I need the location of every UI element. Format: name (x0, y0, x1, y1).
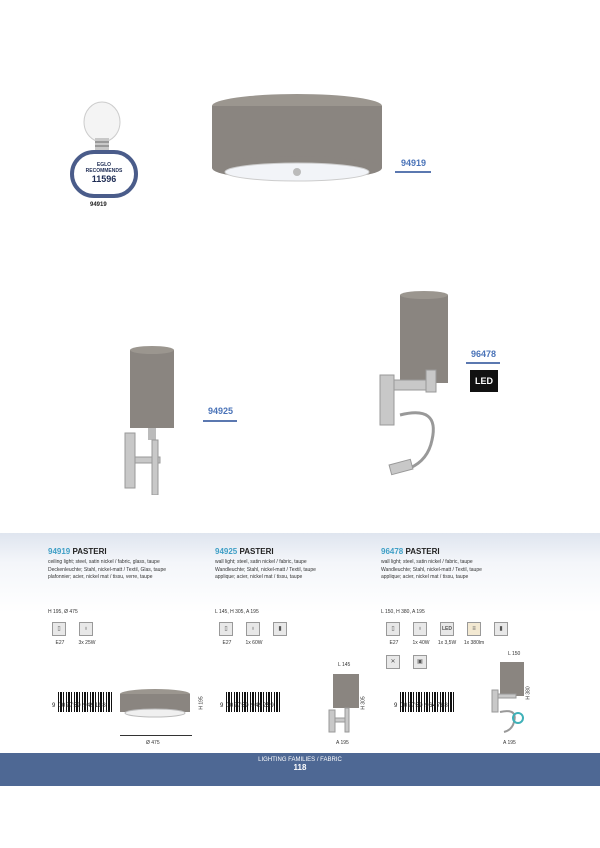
product-3-lumen: 1x 380lm (463, 640, 485, 646)
product-3-line-drawing (488, 660, 528, 736)
footer-band (0, 753, 600, 786)
product-3-dim-a: A 195 (503, 740, 516, 746)
product-1-socket: E27 (55, 640, 65, 646)
product-3-dim-h: H 380 (525, 686, 532, 700)
product-2-desc-de: Wandleuchte; Stahl, nickel-matt / Textil, taupe (215, 566, 316, 573)
page-number: 118 (293, 763, 307, 772)
product-3-dims: L 150, H 380, A 195 (381, 609, 425, 615)
product-2-dim-h: H 305 (360, 696, 367, 710)
product-3-barcode (400, 692, 456, 712)
product-3-desc-de: Wandleuchte; Stahl, nickel-matt / Textil, taupe (381, 566, 482, 573)
product-1-dim-w: Ø 475 (146, 740, 160, 746)
product-3-code: 96478 (381, 547, 404, 556)
badge-line1: EGLO (96, 162, 112, 168)
reading-code-label: 96478 (471, 349, 497, 359)
product-2-dim-l: L 145 (338, 662, 351, 668)
product-3-desc-fr: applique; acier, nickel mat / tissu, taupe (381, 574, 469, 580)
badge-line2: RECOMMENDS (85, 168, 123, 174)
product-3-dim-l: L 150 (508, 651, 521, 657)
product-3-watt: 1x 40W (412, 640, 430, 646)
product-1-name: PASTERI (72, 547, 107, 556)
product-1-desc-de: Deckenleuchte; Stahl, nickel-matt / Textil, Glas, taupe (48, 566, 167, 573)
switch-icon: ▮ (273, 622, 287, 636)
product-2-desc (215, 559, 316, 582)
product-3-barcode-number: 9 002759 964788 (394, 703, 449, 709)
product-1-desc (48, 559, 166, 582)
product-1-code: 94919 (48, 547, 71, 556)
product-2-dim-a: A 195 (336, 740, 349, 746)
socket-icon: ▯ (386, 622, 400, 636)
product-2-barcode (226, 692, 282, 712)
product-1-dim-h: H 195 (198, 696, 205, 710)
product-1-desc-en: ceiling light; steel, satin nickel / fabric, glass, taupe (48, 559, 160, 565)
switch-icon: ▮ (494, 622, 508, 636)
product-1-title (48, 547, 107, 556)
product-2-desc-en: wall light; steel, satin nickel / fabric, taupe (215, 559, 307, 565)
class-ii-icon: ▣ (413, 655, 427, 669)
led-tag: LED (470, 370, 498, 392)
badge-code: 94919 (90, 202, 107, 208)
led-icon: LED (440, 622, 454, 636)
product-1-dim-line (120, 735, 192, 736)
bulb-icon: ♁ (79, 622, 93, 636)
footer-section-title: LIGHTING FAMILIES / FABRIC (258, 757, 342, 763)
ceiling-code-underline (395, 171, 431, 173)
no-dimmer-icon: ✕ (386, 655, 400, 669)
product-3-desc (381, 559, 482, 582)
product-1-line-drawing (118, 688, 193, 723)
product-2-title (215, 547, 274, 556)
product-3-name: PASTERI (405, 547, 440, 556)
badge-number: 11596 (91, 174, 117, 184)
product-2-name: PASTERI (239, 547, 274, 556)
reading-code-underline (466, 362, 500, 364)
lumen-icon: ≡ (467, 622, 481, 636)
product-2-dims: L 145, H 305, A 195 (215, 609, 259, 615)
bulb-icon: ♁ (413, 622, 427, 636)
product-1-barcode (58, 692, 114, 712)
product-2-line-drawing (325, 672, 365, 734)
ceiling-light-image (210, 92, 385, 192)
product-3-led-watt: 1x 3,5W (437, 640, 457, 646)
product-3-desc-en: wall light; steel, satin nickel / fabric, taupe (381, 559, 473, 565)
product-2-desc-fr: applique; acier, nickel mat / tissu, taupe (215, 574, 303, 580)
ceiling-code-label: 94919 (401, 158, 427, 168)
socket-icon: ▯ (219, 622, 233, 636)
product-2-socket: E27 (222, 640, 232, 646)
wall-code-label: 94925 (208, 406, 234, 416)
product-1-barcode-number: 9 002759 949198 (52, 703, 107, 709)
product-1-watt: 3x 25W (78, 640, 96, 646)
product-1-desc-fr: plafonnier; acier, nickel mat / tissu, verre, taupe (48, 574, 153, 580)
wall-light-image (120, 345, 180, 495)
product-1-dims: H 195, Ø 475 (48, 609, 78, 615)
product-2-barcode-number: 9 002759 949259 (220, 703, 275, 709)
product-3-socket: E27 (389, 640, 399, 646)
product-2-watt: 1x 60W (245, 640, 263, 646)
eglo-recommends-badge (70, 150, 138, 198)
wall-code-underline (203, 420, 237, 422)
product-3-title (381, 547, 440, 556)
reading-wall-light-image (370, 290, 470, 490)
product-2-code: 94925 (215, 547, 238, 556)
bulb-icon: ♁ (246, 622, 260, 636)
socket-icon: ▯ (52, 622, 66, 636)
